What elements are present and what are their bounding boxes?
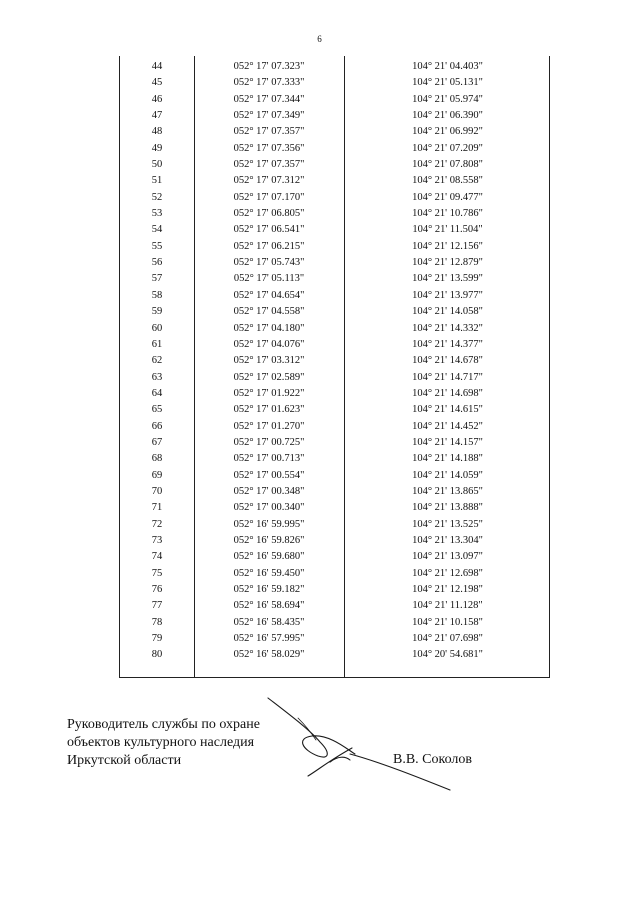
- signer-name: В.В. Соколов: [393, 752, 473, 767]
- latitude-cell: 052° 17' 06.541": [233, 224, 305, 236]
- longitude-cell: 104° 21' 08.558": [412, 175, 483, 187]
- latitude-cell: 052° 17' 06.805": [233, 208, 305, 220]
- latitude-cell: 052° 16' 58.694": [233, 600, 305, 612]
- signer-title-line-1: Руководитель службы по охране: [67, 717, 260, 732]
- latitude-cell: 052° 16' 59.680": [233, 551, 305, 563]
- point-number: 50: [151, 159, 163, 171]
- longitude-cell: 104° 21' 06.992": [412, 126, 483, 138]
- latitude-cell: 052° 17' 07.356": [233, 142, 305, 154]
- point-number: 72: [151, 518, 163, 530]
- latitude-cell: 052° 17' 07.344": [233, 93, 305, 105]
- table-row: [120, 239, 549, 255]
- latitude-cell: 052° 17' 01.922": [233, 387, 305, 399]
- table-row: [120, 631, 549, 647]
- table-row: [120, 141, 549, 157]
- table-row: [120, 419, 549, 435]
- latitude-cell: 052° 17' 07.357": [233, 126, 305, 138]
- longitude-cell: 104° 21' 13.525": [412, 518, 483, 530]
- latitude-cell: 052° 17' 07.349": [233, 110, 305, 122]
- point-number: 76: [151, 584, 163, 595]
- longitude-cell: 104° 21' 13.599": [412, 273, 483, 285]
- table-row: [120, 615, 549, 631]
- page-number: 6: [317, 34, 322, 44]
- point-number: 78: [151, 616, 163, 628]
- latitude-cell: 052° 17' 04.076": [233, 338, 305, 350]
- table-row: [120, 386, 549, 402]
- table-row: [120, 222, 549, 238]
- point-number: 59: [151, 306, 163, 318]
- table-row: [120, 271, 549, 287]
- table-row: [120, 647, 549, 663]
- point-number: 74: [151, 551, 163, 563]
- longitude-cell: 104° 21' 14.717": [412, 371, 483, 383]
- longitude-cell: 104° 21' 06.390": [412, 110, 483, 122]
- latitude-cell: 052° 17' 00.713": [233, 453, 305, 465]
- point-number: 52: [151, 191, 163, 203]
- longitude-cell: 104° 21' 13.865": [412, 485, 483, 497]
- table-row: [120, 206, 549, 222]
- longitude-cell: 104° 21' 14.452": [412, 420, 483, 432]
- table-row: [120, 288, 549, 304]
- table-row: [120, 75, 549, 91]
- longitude-cell: 104° 21' 11.128": [412, 600, 483, 612]
- latitude-cell: 052° 16' 59.450": [233, 567, 305, 579]
- longitude-cell: 104° 21' 14.188": [412, 453, 483, 465]
- table-row: [120, 190, 549, 206]
- latitude-cell: 052° 16' 59.182": [233, 584, 305, 595]
- signature-block: [67, 716, 260, 770]
- longitude-cell: 104° 21' 04.403": [412, 61, 483, 72]
- point-number: 55: [151, 240, 163, 252]
- latitude-cell: 052° 17' 06.215": [233, 240, 305, 252]
- point-number: 57: [151, 273, 163, 285]
- point-number: 63: [151, 371, 163, 383]
- table-row: [120, 566, 549, 582]
- longitude-cell: 104° 21' 13.097": [412, 551, 483, 563]
- point-number: 58: [151, 289, 163, 301]
- latitude-cell: 052° 17' 00.348": [233, 485, 305, 497]
- latitude-cell: 052° 17' 01.623": [233, 404, 305, 416]
- point-number: 56: [151, 257, 163, 269]
- longitude-cell: 104° 21' 14.332": [412, 322, 483, 334]
- latitude-cell: 052° 16' 58.029": [233, 649, 305, 661]
- longitude-cell: 104° 21' 12.156": [412, 240, 483, 252]
- point-number: 62: [151, 355, 163, 367]
- longitude-cell: 104° 21' 10.786": [412, 208, 483, 220]
- table-row: [120, 124, 549, 140]
- table-row: [120, 549, 549, 565]
- table-row: [120, 157, 549, 173]
- table-row: [120, 370, 549, 386]
- point-number: 49: [151, 142, 163, 154]
- longitude-cell: 104° 21' 07.808": [412, 159, 483, 171]
- longitude-cell: 104° 21' 07.698": [412, 633, 483, 645]
- point-number: 54: [151, 224, 163, 236]
- table-body: [120, 59, 549, 664]
- latitude-cell: 052° 17' 04.558": [233, 306, 305, 318]
- table-row: [120, 402, 549, 418]
- latitude-cell: 052° 17' 07.170": [233, 191, 305, 203]
- latitude-cell: 052° 17' 05.113": [233, 273, 305, 285]
- table-row: [120, 59, 549, 75]
- longitude-cell: 104° 21' 12.698": [412, 567, 483, 579]
- point-number: 66: [151, 420, 163, 432]
- table-row: [120, 108, 549, 124]
- longitude-cell: 104° 21' 14.615": [412, 404, 483, 416]
- longitude-cell: 104° 21' 14.157": [412, 436, 483, 448]
- point-number: 80: [151, 649, 163, 661]
- point-number: 46: [151, 93, 163, 105]
- latitude-cell: 052° 17' 00.340": [233, 502, 305, 514]
- point-number: 70: [151, 485, 163, 497]
- point-number: 47: [151, 110, 163, 122]
- longitude-cell: 104° 21' 13.304": [412, 534, 483, 546]
- table-row: [120, 353, 549, 369]
- latitude-cell: 052° 16' 57.995": [233, 633, 305, 645]
- signer-title-line-3: Иркутской области: [67, 753, 182, 768]
- longitude-cell: 104° 21' 07.209": [412, 142, 483, 154]
- point-number: 68: [151, 453, 163, 465]
- longitude-cell: 104° 21' 14.059": [412, 469, 483, 481]
- longitude-cell: 104° 21' 13.977": [412, 289, 483, 301]
- point-number: 64: [151, 387, 163, 399]
- table-row: [120, 255, 549, 271]
- point-number: 65: [151, 404, 163, 416]
- table-row: [120, 435, 549, 451]
- longitude-cell: 104° 21' 11.504": [412, 224, 483, 236]
- table-row: [120, 598, 549, 614]
- table-row: [120, 582, 549, 598]
- point-number: 71: [151, 502, 163, 514]
- table-row: [120, 484, 549, 500]
- longitude-cell: 104° 21' 10.158": [412, 616, 483, 628]
- latitude-cell: 052° 17' 00.554": [233, 469, 305, 481]
- table-row: [120, 337, 549, 353]
- table-row: [120, 304, 549, 320]
- longitude-cell: 104° 21' 14.678": [412, 355, 483, 367]
- longitude-cell: 104° 21' 12.198": [412, 584, 483, 595]
- latitude-cell: 052° 17' 03.312": [233, 355, 305, 367]
- latitude-cell: 052° 17' 07.312": [233, 175, 305, 187]
- point-number: 75: [151, 567, 163, 579]
- longitude-cell: 104° 21' 05.131": [412, 77, 483, 89]
- latitude-cell: 052° 17' 01.270": [233, 420, 305, 432]
- point-number: 77: [151, 600, 163, 612]
- longitude-cell: 104° 21' 09.477": [412, 191, 483, 203]
- point-number: 73: [151, 534, 163, 546]
- latitude-cell: 052° 17' 07.333": [233, 77, 305, 89]
- coordinates-table: [119, 56, 550, 678]
- longitude-cell: 104° 21' 13.888": [412, 502, 483, 514]
- table-row: [120, 533, 549, 549]
- point-number: 48: [151, 126, 163, 138]
- longitude-cell: 104° 21' 14.058": [412, 306, 483, 318]
- latitude-cell: 052° 17' 04.654": [233, 289, 305, 301]
- longitude-cell: 104° 21' 14.377": [412, 338, 483, 350]
- longitude-cell: 104° 20' 54.681": [412, 649, 483, 661]
- point-number: 53: [151, 208, 163, 220]
- table-row: [120, 173, 549, 189]
- table-row: [120, 321, 549, 337]
- table-row: [120, 92, 549, 108]
- latitude-cell: 052° 17' 00.725": [233, 436, 305, 448]
- point-number: 45: [151, 77, 163, 89]
- latitude-cell: 052° 16' 59.995": [233, 518, 305, 530]
- table-row: [120, 500, 549, 516]
- longitude-cell: 104° 21' 14.698": [412, 387, 483, 399]
- table-row: [120, 468, 549, 484]
- latitude-cell: 052° 17' 02.589": [233, 371, 305, 383]
- point-number: 79: [151, 633, 163, 645]
- point-number: 60: [151, 322, 163, 334]
- longitude-cell: 104° 21' 05.974": [412, 93, 483, 105]
- latitude-cell: 052° 17' 05.743": [233, 257, 305, 269]
- latitude-cell: 052° 16' 59.826": [233, 534, 305, 546]
- latitude-cell: 052° 17' 07.323": [233, 61, 305, 72]
- table-row: [120, 451, 549, 467]
- point-number: 44: [151, 61, 163, 72]
- latitude-cell: 052° 17' 04.180": [233, 322, 305, 334]
- latitude-cell: 052° 17' 07.357": [233, 159, 305, 171]
- point-number: 69: [151, 469, 163, 481]
- latitude-cell: 052° 16' 58.435": [233, 616, 305, 628]
- point-number: 51: [151, 175, 163, 187]
- point-number: 61: [151, 338, 163, 350]
- point-number: 67: [151, 436, 163, 448]
- table-row: [120, 517, 549, 533]
- longitude-cell: 104° 21' 12.879": [412, 257, 483, 269]
- signer-title-line-2: объектов культурного наследия: [67, 735, 255, 750]
